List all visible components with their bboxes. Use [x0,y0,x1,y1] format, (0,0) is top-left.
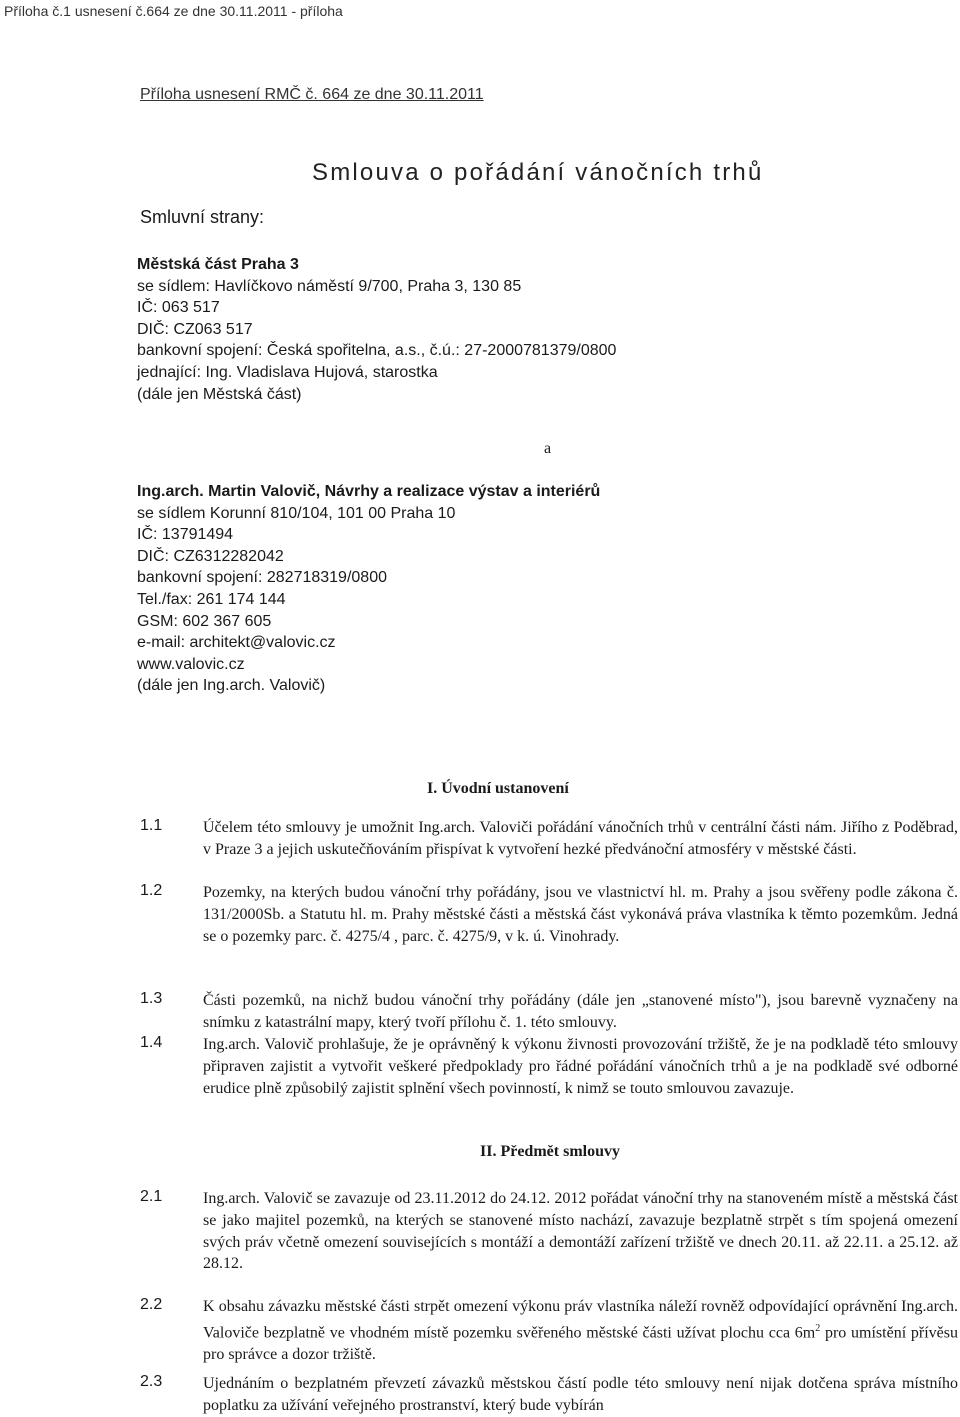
superscript: 2 [815,1322,821,1334]
clause-number: 1.2 [140,882,163,899]
party-1-ico: IČ: 063 517 [137,299,220,317]
section-1-heading: I. Úvodní ustanovení [427,780,569,797]
party-2-gsm: GSM: 602 367 605 [137,612,272,630]
clause-text: Účelem této smlouvy je umožnit Ing.arch. Valoviči pořádání vánočních trhů v centrální části nám. Jiřího z Poděbrad, v Praze 3 a jejich uskutečňováním přispívat k vytvoření hezké předvánoční atmosféry v městské části. [203,819,958,858]
party-2-ico: IČ: 13791494 [137,526,234,544]
party-2-block [137,481,600,697]
party-2-alias: (dále jen Ing.arch. Valovič) [137,677,326,695]
clause-text-part: pro umístění přívěsu pro správce a dozor tržiště. [203,1324,958,1363]
party-2-phone: Tel./fax: 261 174 144 [137,590,286,608]
party-1-address: se sídlem: Havlíčkovo náměstí 9/700, Praha 3, 130 85 [137,277,522,295]
document-title: Smlouva o pořádání vánočních trhů [312,159,764,186]
clause-number: 1.4 [140,1034,163,1051]
attachment-header: Příloha č.1 usnesení č.664 ze dne 30.11.2011 - příloha [4,3,343,19]
party-1-representative: jednající: Ing. Vladislava Hujová, starostka [137,363,438,381]
parties-conjunction: a [544,440,552,457]
clause-number: 2.2 [140,1296,163,1313]
party-1-bank: bankovní spojení: Česká spořitelna, a.s., č.ú.: 27-2000781379/0800 [137,342,617,360]
clause-text: Ujednáním o bezplatném převzetí závazků městskou částí podle této smlouvy není nijak dotčena správa místního poplatku za užívání veřejného prostranství, který bude vybírán [203,1375,958,1414]
clause-text: Části pozemků, na nichž budou vánoční trhy pořádány (dále jen „stanovené místo"), jsou barevně vyznačeny na snímku z katastrální mapy, který tvoří přílohu č. 1. této smlouvy. [203,992,958,1031]
clause-text: Ing.arch. Valovič se zavazuje od 23.11.2012 do 24.12. 2012 pořádat vánoční trhy na stanoveném místě a městská část se jako majitel pozemků, na kterých se stanovené místo nachází, zavazuje bezplatně strpět s tím spojená omezení svých práv včetně omezení souvisejících s montáží a demontáží zařízení tržiště ve dnech 20.11. až 22.11. a 25.12. až 28.12. [203,1190,958,1273]
party-2-email: e-mail: architekt@valovic.cz [137,634,336,652]
clause-text [203,1296,958,1366]
party-1-name: Městská část Praha 3 [137,256,299,273]
attachment-subheader: Příloha usnesení RMČ č. 664 ze dne 30.11.2011 [140,86,484,103]
party-2-website: www.valovic.cz [137,655,245,673]
clause-number: 1.1 [140,817,163,834]
party-1-dic: DIČ: CZ063 517 [137,320,253,338]
party-2-address: se sídlem Korunní 810/104, 101 00 Praha 10 [137,504,456,522]
party-1-alias: (dále jen Městská část) [137,385,302,403]
clause-text-part: K obsahu závazku městské části strpět omezení výkonu práv vlastníka náleží rovněž odpovídající oprávnění Ing.arch. Valoviče bezplatně ve vhodném místě pozemku svěřeného městské části užívat plochu cca 6m [203,1298,958,1342]
clause-number: 2.1 [140,1188,163,1205]
clause-text: Pozemky, na kterých budou vánoční trhy pořádány, jsou ve vlastnictví hl. m. Prahy a jsou svěřeny podle zákona č. 131/2000Sb. a Statutu hl. m. Prahy městské části a městská část vykonává práva vlastníka k těmto pozemkům. Jedná se o pozemky parc. č. 4275/4 , parc. č. 4275/9, v k. ú. Vinohrady. [203,884,958,945]
section-2-heading: II. Předmět smlouvy [480,1143,620,1160]
party-1-block [137,254,616,405]
party-2-dic: DIČ: CZ6312282042 [137,547,284,565]
parties-heading: Smluvní strany: [140,207,265,227]
clause-text: Ing.arch. Valovič prohlašuje, že je oprávněný k výkonu živnosti provozování tržiště, že je na podkladě této smlouvy připraven zajistit a vytvořit veškeré předpoklady pro řádné pořádání vánočních trhů a je na podkladě své odborné erudice plně způsobilý zajistit splnění všech povinností, k nimž se touto smlouvou zavazuje. [203,1036,958,1097]
party-2-name: Ing.arch. Martin Valovič, Návrhy a realizace výstav a interiérů [137,483,601,500]
clause-number: 1.3 [140,990,163,1007]
clause-number: 2.3 [140,1373,163,1390]
party-2-bank: bankovní spojení: 282718319/0800 [137,569,387,587]
